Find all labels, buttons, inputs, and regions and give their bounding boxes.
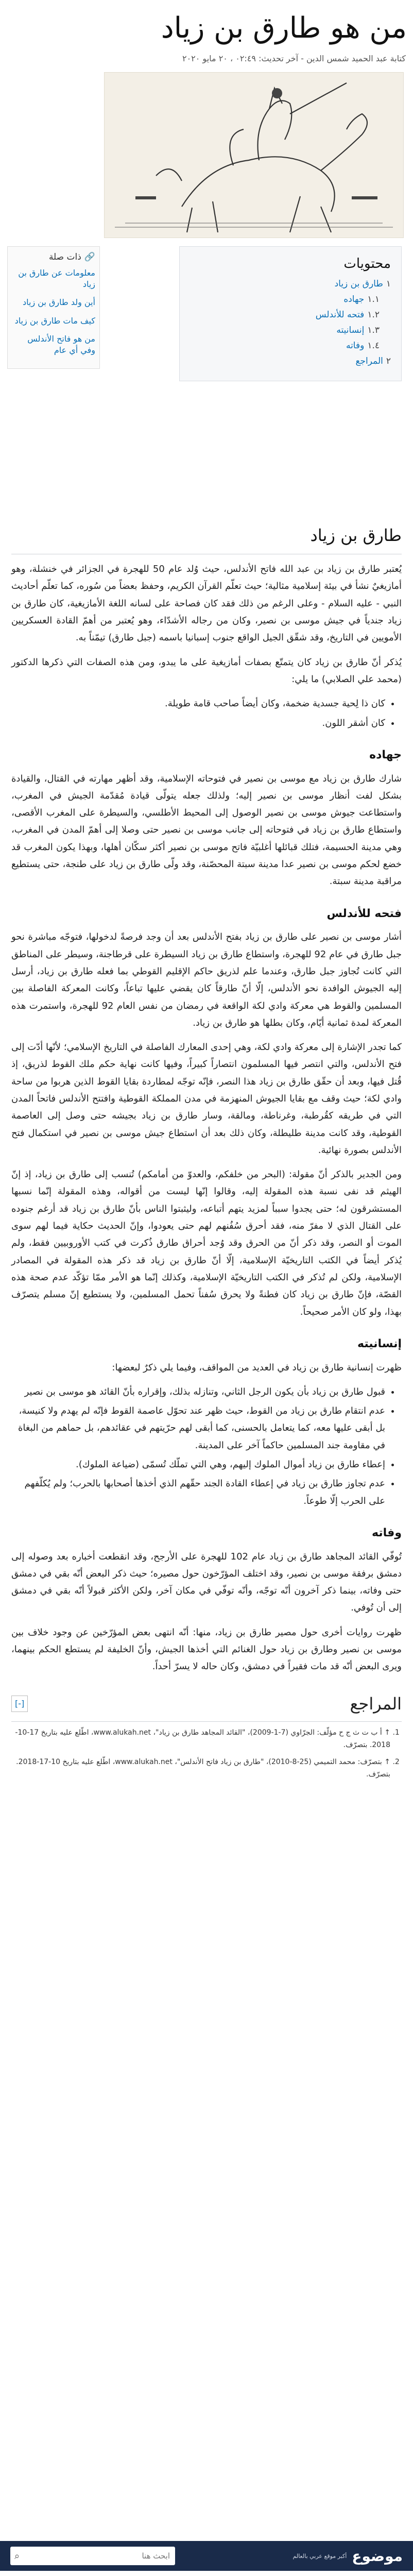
section-heading-main: طارق بن زياد bbox=[11, 520, 402, 554]
section-heading-jihad: جهاده bbox=[369, 748, 402, 761]
list-item: • كان ذا لِحية جسدية ضخمة، وكان أيضاً صاحب قامة طويلة. bbox=[11, 695, 385, 712]
byline: كتابة عبد الحميد شمس الدين - آخر تحديث: ٠٢:٤٩ ، ٢٠ مايو ٢٠٢٠ bbox=[182, 54, 406, 63]
toc-item[interactable]: ١.٤وفاته bbox=[346, 341, 380, 351]
section-heading-humanity: إنسانيته bbox=[357, 1337, 402, 1350]
section-heading-andalus: فتحه للأندلس bbox=[326, 907, 402, 920]
search-icon[interactable]: ⌕ bbox=[14, 2550, 20, 2562]
search-input[interactable] bbox=[23, 2551, 171, 2561]
toc-item[interactable]: ١.٣إنسانيته bbox=[336, 325, 380, 335]
related-item[interactable]: معلومات عن طارق بن زياد bbox=[18, 268, 95, 289]
hero-image bbox=[104, 72, 404, 238]
death-paragraph: ظهرت روايات أخرى حول مصير طارق بن زياد، منها: أنّه انتهى بعض المؤرّخين عن وجود خلاف بين موسى بن نصير وطارق بن زياد حول الغنائم التي أخذها الجيش، وأنّ الخليفة لم يستطع الحكم بينهما، ويرى البعض أنّه قد مات فقيراً في دمشق، وكان حاله لا يسرّ أحداً. bbox=[11, 1626, 402, 1672]
bottom-bar bbox=[0, 2541, 413, 2571]
section-heading-death: وفاته bbox=[372, 1526, 402, 1539]
toc-title: محتويات bbox=[343, 256, 391, 272]
toc-item[interactable]: ١طارق بن زياد bbox=[334, 279, 391, 289]
article-content bbox=[11, 520, 402, 1786]
toc-item[interactable]: ١.٢فتحه للأندلس bbox=[315, 310, 380, 320]
description-list bbox=[11, 695, 385, 732]
list-item: • عدم انتقام طارق بن زياد من القوط، حيث ظهر عند تحوّل عاصمة القوط فإنّه لم يهدم ولا كنيسة، بل أبقى عليها معه، كما يتعامل بالحسنى، كما أبقى لهم حرّيتهم في عقائدهم، بل حماهم من البغاة في مقاومة جند المسلمين حاكماً آخر على المدينة. bbox=[11, 1402, 385, 1454]
related-list bbox=[12, 267, 95, 356]
page-title: من هو طارق بن زياد bbox=[161, 11, 407, 45]
link-icon: 🔗 bbox=[84, 252, 95, 262]
related-item[interactable]: من هو فاتح الأندلس وفي أي عام bbox=[27, 334, 95, 355]
related-item[interactable]: أين ولد طارق بن زياد bbox=[23, 297, 95, 308]
toc-item[interactable]: ١.١جهاده bbox=[343, 294, 380, 304]
related-links-box bbox=[7, 246, 100, 369]
list-item: • إعطاء طارق بن زياد أموال الملوك إليهم، وهي التي تملّك تُسمّى (ضياعة الملوك). bbox=[11, 1456, 385, 1473]
toc-list bbox=[190, 279, 391, 366]
search-box bbox=[10, 2547, 175, 2565]
list-item: • كان أشقر اللون. bbox=[11, 715, 385, 732]
description-intro: يُذكر أنّ طارق بن زياد كان يتمتّع بصفات أمازيغية على ما يبدو، ومن هذه الصفات التي ذكرها الدكتور (محمد علي الصلابي) ما يلي: bbox=[11, 656, 402, 685]
related-heading: 🔗 ذات صلة bbox=[48, 252, 95, 262]
intro-paragraph: يُعتبر طارق بن زياد بن عبد الله فاتح الأندلس، حيث وُلد عام 50 للهجرة في الجزائر في خنشلة، وهو أمازيغيٌ نشأ في بيئة إسلامية مثالية؛ حيث تعلّم القرآن الكريم، وحفظ بعضاً من سُوره، كما تعلّم أحاديث النبي - عليه السلام - وعلى الرغم من ذلك فقد كان فصاحة على لسانه اللغة الأمازيغية، كان طارق بن زياد جندياً في جيش موسى بن نصير، وكان من رجاله الأشدّاء، وهو يُعتبر من أهمّ القادة العسكريين الأمويين في التاريخ، وقد شقّق الجيل الواقع جنوب إسبانيا باسمه (جبل طارق) تيمّناً به. bbox=[11, 564, 402, 643]
related-item[interactable]: كيف مات طارق بن زياد bbox=[14, 315, 95, 326]
jihad-paragraph: شارك طارق بن زياد مع موسى بن نصير في فتوحاته الإسلامية، وقد أظهر مهارته في القتال، والقيادة بشكل لفت أنظار موسى بن نصير إليه؛ ولذلك جعله يتولّى قيادة مُقدّمة الجيش في المغرب، واستطاعت جيوش موسى بن نصير الوصول إلى المحيط الأطلسي، والسيطرة على المغرب الأقصى، واستطاع طارق بن زياد في فتوحاته إلى جانب موسى بن نصير حتى وصلا إلى أهمّ المدن في المغرب، وهي مدينة الحسيمة، فتلك قبائلها أغلبيّة فاتح موسى بن نصير أكثر سكّان أهلها، وبهذا يكون المغرب قد خضع لحكم موسى بن نصير عدا مدينة سبتة المحصّنة، وقد ولّى طارق بن زياد على طنجة، حتى يستطيع مراقبة مدينة سبتة. bbox=[11, 773, 402, 887]
logo-tagline: أكبر موقع عربي بالعالم bbox=[292, 2552, 347, 2560]
toc-item[interactable]: ٢المراجع bbox=[355, 356, 391, 366]
list-item: • قبول طارق بن زياد بأن يكون الرجل الثاني، وتنازله بذلك، وإقراره بأنّ القائد هو موسى بن نصير bbox=[11, 1383, 385, 1400]
list-item: • عدم تجاوز طارق بن زياد في إعطاء القادة الجند حقّهم الذي أخذها أصحابها بالحرب؛ ولم يُكلّفهم على الحرب إلّا طوعاً. bbox=[11, 1475, 385, 1510]
andalus-paragraph: أشار موسى بن نصير على طارق بن زياد بفتح الأندلس بعد أن وجد فرصةً لدخولها، فتوجّه مباشرة نحو جبل طارق في عام 92 للهجرة، واستطاع طارق بن زياد السيطرة على قرطاجنة، وسيطر على المناطق التي كانت تُجاوز جبل طارق، وعندما علم لذريق حاكم الإقليم القوطي بما فعله طارق بن زياد، أرسل إليه الجيوش الوافدة نحو الأندلس، إلّا أنّ طارقاً كان يقضي عليها تباعاً، وكانت المعركة الفاصلة بين المسلمين والقوط هي معركة وادي لكة الواقعة في رمضان من نفس العام 92 للهجرة، واستمرت هذه المعركة لمدة ثمانية أيّام، وكان بطلها هو طارق بن زياد. bbox=[11, 931, 402, 1028]
death-paragraph: تُوفّي القائد المجاهد طارق بن زياد عام 102 للهجرة على الأرجح، وقد انقطعت أخباره بعد وصوله إلى دمشق برفقة موسى بن نصير، وقد اختلف المؤرّخون حول مصيره؛ حيث ذكر البعض أنّه بقي في دمشق حتى وفاته، بينما ذكر آخرون أنّه توجّه، وأنّه توفّي في مكان آخر، ولكن الأكثر قبولاً أنّه بقي في دمشق إلى أن تُوفي. bbox=[11, 1551, 402, 1614]
andalus-paragraph: ومن الجدير بالذكر أنّ مقولة: (البحر من خلفكم، والعدوّ من أمامكم) تُنسب إلى طارق بن زياد، إذ إنّ الهيثم قد نفى نسبة هذه المقولة إليه، وقالوا إنّها ليست من أقواله، وهذه المقولة إنّما نسبها المستشرقون له؛ حتى يجدوا سبباً لمزيد يتهم أتباعه، وليثبتوا الناس بأنّ طارق بن زياد قد أرغم جنوده على القتال الذي لا مفرّ منه، فقد أحرق سُفُنهم لهم حتى يعودوا، وإنّ الحديث حكاية فيما لهم سوى الموت أو النصر، وقد ذكر أنّ من الحرق وقد وُجد أحراق طارق ذُكرت في كتب الأوروبيين فقط، ولم يُذكر أيضاً في الكتب التاريخيّة الإسلامية، إلّا أنّ طارق بن زياد قد ذكر هذه المقولة في المصادر الإسلامية، ولكن لم تُذكر في الكتب التاريخيّة الإسلامية، وكذلك إنّما هو الأمر ممّا تؤكّد عدم صحة هذه القصّة، فإنّ طارق بن زياد كان فطنةً ولا يحرق سُفناً تحمل المسلمين، ولا يستطيع إنّ مسلم يتصرّف بهذا، ولو كان الأمر صحيحاً. bbox=[11, 1169, 402, 1317]
references-header bbox=[11, 1689, 402, 1722]
references-list bbox=[11, 1727, 390, 1781]
humanity-list bbox=[11, 1383, 385, 1510]
references-heading: المراجع bbox=[350, 1693, 402, 1714]
horseman-illustration-icon bbox=[105, 73, 403, 238]
site-logo[interactable] bbox=[293, 2548, 403, 2565]
table-of-contents bbox=[179, 246, 402, 381]
humanity-intro: ظهرت إنسانية طارق بن زياد في العديد من المواقف، وفيما يلي ذكرٌ لبعضها: bbox=[112, 1362, 402, 1373]
collapse-toggle-button[interactable]: [-] bbox=[11, 1696, 28, 1712]
reference-item: 2. ↑ بتصرّف: محمد التميمي (25-8-2010)، "طارق بن زياد فاتح الأندلس"، www.alukah.net، اطّلع عليه بتاريخ 10-17-2018. بتصرّف. bbox=[11, 1756, 390, 1781]
andalus-paragraph: كما تجدر الإشارة إلى معركة وادي لكة، وهي إحدى المعارك الفاصلة في التاريخ الإسلامي؛ لأنّها أدّت إلى فتح الأندلس، والتي انتصر فيها المسلمون انتصاراً كبيراً، وفيها كانت نهاية حكم ملك القوط لذريق، إذ قُتل فيها، وبعد أن حقّق طارق بن زياد هذا النصر، فإنّه توجّه لمطاردة بقايا القوط الذين هربوا من ساحة وادي لكة؛ حيث وقف مع بقايا الجيوش المنهزمة في مدن المملكة القوطية وافتتح الأندلس فاتحاً المدن التي في طريقه كقُرطبة، وغرناطة، ومالقة، وسار طارق بن زياد بجيشه حتى وصل إلى العاصمة القوطية، وقد كانت مدينة طليطلة، وكان ذلك بعد أن استطاع جيش موسى بن نصير في استكمال فتح الأندلس بصورة نهائية. bbox=[11, 1042, 402, 1156]
logo-text: موضوع bbox=[352, 2547, 403, 2565]
reference-item: 1. ↑ أ ب ت ث ج ح مؤلّف: الجرّاوي (7-1-2009)، "القائد المجاهد طارق بن زياد"، www.alukah.net، اطّلع عليه بتاريخ 17-10-2018. بتصرّف. bbox=[11, 1727, 390, 1752]
